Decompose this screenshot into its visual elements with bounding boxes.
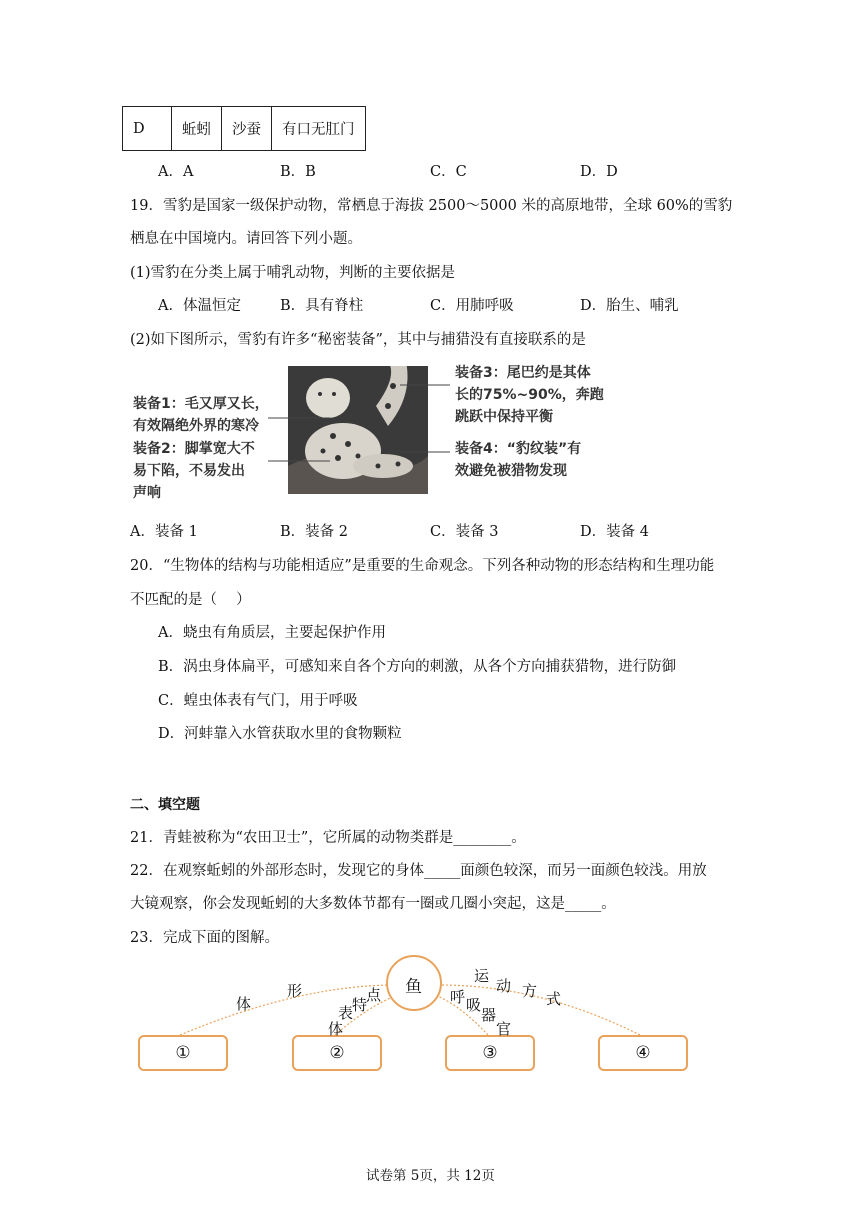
q19-text-line2: 栖息在中国境内。请回答下列小题。: [130, 231, 362, 247]
diagram-box-2[interactable]: ②: [292, 1035, 382, 1071]
q19-1-option-b[interactable]: B．具有脊柱: [280, 298, 364, 314]
branch1-char: 体: [236, 995, 252, 1013]
equip4-note: 装备4：“豹纹装”有 效避免被猎物发现: [455, 441, 582, 479]
branch3-char: 呼: [450, 988, 466, 1006]
page-footer: 试卷第 5页，共 12页: [366, 1168, 495, 1184]
q18-option-c[interactable]: C．C: [430, 164, 467, 180]
q20-option-a[interactable]: A．蛲虫有角质层，主要起保护作用: [158, 625, 386, 641]
branch2-char: 点: [366, 986, 382, 1004]
branch2-char: 特: [352, 996, 368, 1014]
q19-1-option-a[interactable]: A．体温恒定: [158, 298, 241, 314]
q20-text-line2: 不匹配的是（ ）: [130, 592, 251, 608]
q18-option-d[interactable]: D．D: [580, 164, 618, 180]
q23-text: 23．完成下面的图解。: [130, 930, 279, 946]
equip3-note: 装备3：尾巴约是其体 长的75%~90%，奔跑 跳跃中保持平衡: [455, 365, 604, 425]
branch2-char: 表: [338, 1004, 354, 1022]
equip2-note: 装备2：脚掌宽大不 易下陷，不易发出 声响: [133, 441, 255, 501]
branch4-char: 式: [546, 990, 562, 1008]
q19-2-option-a[interactable]: A．装备 1: [130, 524, 198, 540]
q18-option-b[interactable]: B．B: [280, 164, 316, 180]
branch3-char: 吸: [466, 996, 482, 1014]
q20-option-b[interactable]: B．涡虫身体扁平，可感知来自各个方向的刺激，从各个方向捕获猎物，进行防御: [158, 659, 677, 675]
q22-text-line1: 22．在观察蚯蚓的外部形态时，发现它的身体_____面颜色较深，而另一面颜色较浅。用放: [130, 863, 707, 879]
table-cell: 沙蚕: [222, 107, 272, 151]
q20-option-c[interactable]: C．蝗虫体表有气门，用于呼吸: [158, 693, 358, 709]
diagram-box-3[interactable]: ③: [445, 1035, 535, 1071]
q21-text: 21．青蛙被称为“农田卫士”，它所属的动物类群是________。: [130, 830, 526, 846]
branch3-char: 器: [481, 1006, 497, 1024]
branch4-char: 动: [496, 977, 512, 995]
equip1-note: 装备1：毛又厚又长， 有效隔绝外界的寒冷: [133, 396, 269, 434]
q19-2-option-b[interactable]: B．装备 2: [280, 524, 348, 540]
table-cell: 有口无肛门: [272, 107, 366, 151]
q19-sub2: (2)如下图所示，雪豹有许多“秘密装备”，其中与捕猎没有直接联系的是: [130, 332, 586, 348]
section-heading: 二、填空题: [130, 797, 200, 813]
q20-text-line1: 20．“生物体的结构与功能相适应”是重要的生命观念。下列各种动物的形态结构和生理功能: [130, 558, 715, 574]
q22-text-line2: 大镜观察，你会发现蚯蚓的大多数体节都有一圈或几圈小突起，这是_____。: [130, 896, 616, 912]
diagram-box-4[interactable]: ④: [598, 1035, 688, 1071]
q19-1-option-d[interactable]: D．胎生、哺乳: [580, 298, 679, 314]
q19-2-option-c[interactable]: C．装备 3: [430, 524, 499, 540]
branch3-char: 官: [496, 1020, 512, 1038]
q20-option-d[interactable]: D．河蚌靠入水管获取水里的食物颗粒: [158, 726, 402, 742]
diagram-box-1[interactable]: ①: [138, 1035, 228, 1071]
branch2-char: 体: [328, 1020, 344, 1038]
table-cell: D: [123, 107, 172, 151]
branch4-char: 方: [522, 982, 538, 1000]
q19-2-option-d[interactable]: D．装备 4: [580, 524, 649, 540]
table-cell: 蚯蚓: [172, 107, 222, 151]
branch4-char: 运: [474, 967, 490, 985]
q19-text-line1: 19．雪豹是国家一级保护动物，常栖息于海拔 2500～5000 米的高原地带，全球 60%的雪豹: [130, 198, 733, 214]
diagram-center-label: 鱼: [405, 977, 422, 997]
q19-sub1: (1)雪豹在分类上属于哺乳动物，判断的主要依据是: [130, 265, 456, 281]
branch1-char: 形: [287, 982, 303, 1000]
q18-option-a[interactable]: A．A: [158, 164, 194, 180]
q19-1-option-c[interactable]: C．用肺呼吸: [430, 298, 514, 314]
